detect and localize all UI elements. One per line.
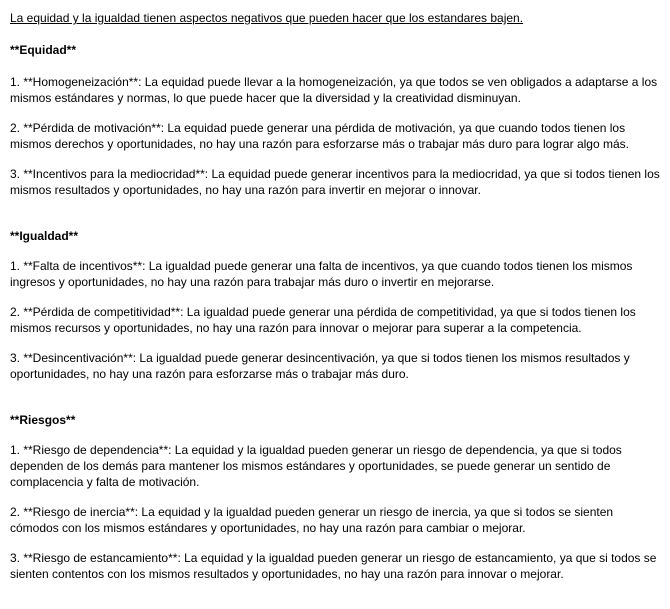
list-item: 2. **Riesgo de inercia**: La equidad y la igualdad pueden generar un riesgo de inercia, ya que si todos se sienten cómodos con los mismos estándares y oportunidades, no hay una razón para cambiar o mejorar. [10,505,614,535]
list-item: 2. **Pérdida de competitividad**: La igualdad puede generar una pérdida de competitividad, ya que si todos tienen los mismos recursos y oportunidades, no hay una razón para innovar o mejorar para superar a la competencia. [10,305,636,335]
section-heading-equidad: **Equidad** [10,43,77,57]
list-item: 3. **Desincentivación**: La igualdad puede generar desincentivación, ya que si todos tienen los mismos resultados y oportunidades, no hay una razón para esforzarse más o trabajar más duro. [10,351,630,381]
document-title: La equidad y la igualdad tienen aspectos negativos que pueden hacer que los estandares bajen. [10,11,524,25]
list-item: 1. **Riesgo de dependencia**: La equidad y la igualdad pueden generar un riesgo de dependencia, ya que si todos dependen de los demás para mantener los mismos estándares y oportunidades, se puede generar un sentido de complacencia y falta de motivación. [10,443,622,489]
list-item: 1. **Falta de incentivos**: La igualdad puede generar una falta de incentivos, ya que cuando todos tienen los mismos ingresos y oportunidades, no hay una razón para trabajar más duro o invertir en mejorarse. [10,259,633,289]
section-heading-riesgos: **Riesgos** [10,413,76,427]
section-heading-igualdad: **Igualdad** [10,229,79,243]
list-item: 3. **Riesgo de estancamiento**: La equidad y la igualdad pueden generar un riesgo de estancamiento, ya que si todos se sienten contentos con los mismos resultados y oportunidades, no hay una razón para innovar o mejorar. [10,551,657,581]
list-item: 1. **Homogeneización**: La equidad puede llevar a la homogeneización, ya que todos se ven obligados a adaptarse a los mismos estándares y normas, lo que puede hacer que la diversidad y la creatividad disminuyan. [10,75,658,105]
list-item: 2. **Pérdida de motivación**: La equidad puede generar una pérdida de motivación, ya que cuando todos tienen los mismos derechos y oportunidades, no hay una razón para esforzarse más o trabajar más duro para lograr algo más. [10,121,629,151]
list-item: 3. **Incentivos para la mediocridad**: La equidad puede generar incentivos para la mediocridad, ya que si todos tienen los mismos resultados y oportunidades, no hay una razón para invertir en mejorar o innovar. [10,167,660,197]
